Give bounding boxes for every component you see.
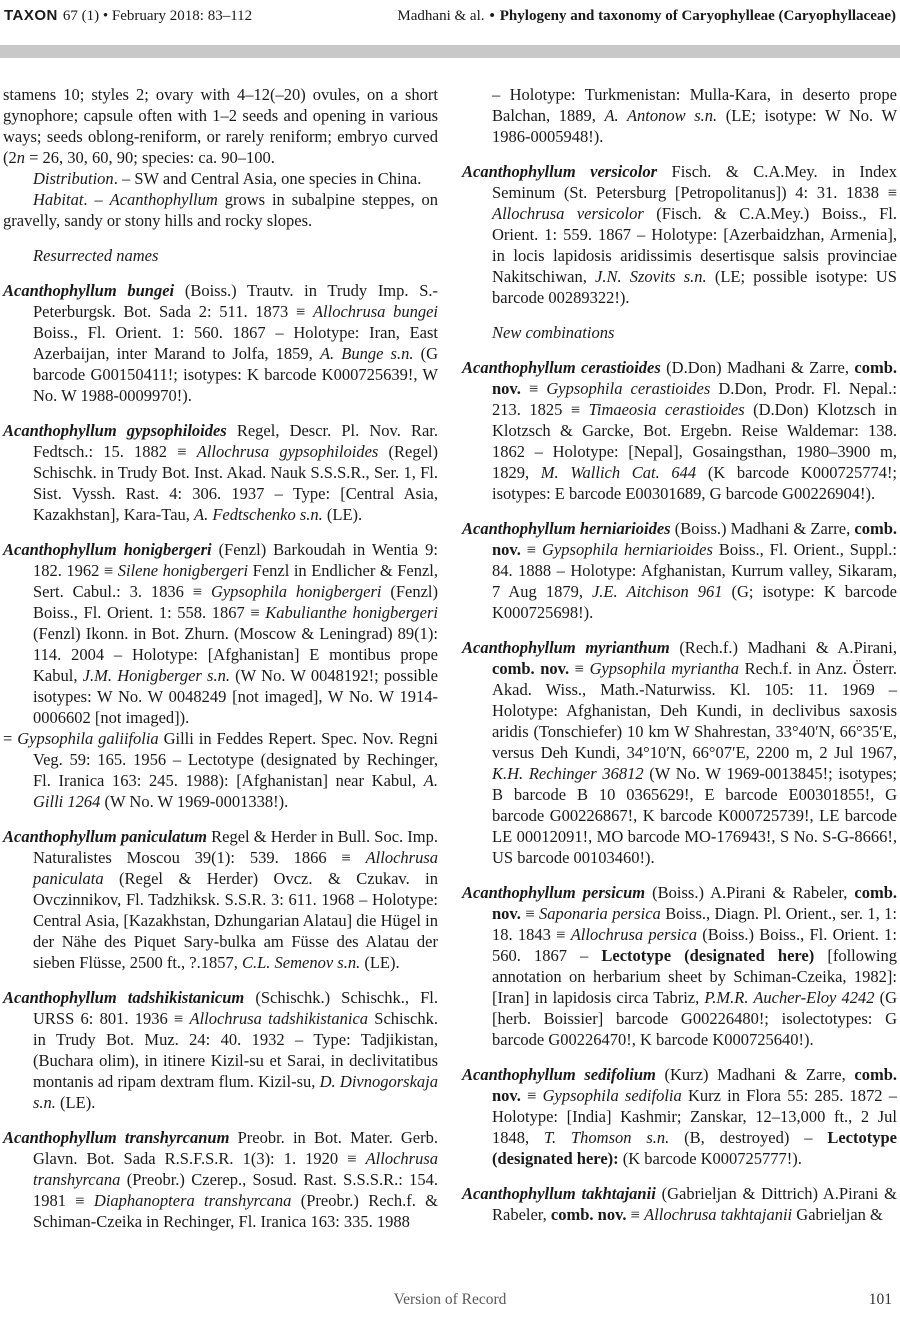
section-heading: Resurrected names: [33, 246, 159, 265]
text-block: Acanthophyllum versicolor Fisch. & C.A.Mey. in Index Seminum (St. Petersburg [Petropolitanus]) 4: 31. 1838 ≡ Allochrusa versicolor (Fisch. & C.A.Mey.) Boiss., Fl. Orient. 1: 559. 1867 – Holotype: [Azerbaidzhan, Armenia], in locis lapidosis aridissimis desertisque salsis provinciae Nakitschiwan, J.N. Szovits s.n. (LE; possible isotype: US barcode 00289322!).: [462, 162, 897, 307]
text-block: Acanthophyllum herniarioides (Boiss.) Madhani & Zarre, comb. nov. ≡ Gypsophila herniarioides Boiss., Fl. Orient., Suppl.: 84. 1888 – Holotype: Afghanistan, Kurrum valley, Sikaram, 7 Aug 1879, J.E. Aitchison 961 (G; isotype: K barcode K000725698!).: [462, 519, 897, 622]
text-block: Acanthophyllum myrianthum (Rech.f.) Madhani & A.Pirani, comb. nov. ≡ Gypsophila myriantha Rech.f. in Anz. Österr. Akad. Wiss., Math.-Naturwiss. Kl. 105: 11. 1969 – Holotype: Afghanistan, Deh Kundi, in declivibus saxosis aridis (Tonschiefer) 10 km W Shahrestan, 33°40′N, 66°35′E, versus Deh Kundi, 34°10′N, 66°07′E, 2200 m, 2 Jul 1967, K.H. Rechinger 36812 (W No. W 1969-0013845!; isotypes; B barcode B 10 0365629!, E barcode E00301855!, G barcode G00226867!, K barcode K000725739!, LE barcode LE 00012091!, MO barcode MO-176943!, S No. S-G-8666!, US barcode 00103460!).: [462, 638, 898, 867]
bullet-separator: •: [489, 8, 495, 24]
section-heading: New combinations: [492, 323, 615, 342]
text-block: Acanthophyllum gypsophiloides Regel, Descr. Pl. Nov. Rar. Fedtsch.: 15. 1882 ≡ Allochrusa gypsophiloides (Regel) Schischk. in Trudy Bot. Inst. Akad. Nauk S.S.S.R., Ser. 1, Fl. Sist. Vyssh. Rast. 4: 306. 1937 – Type: [Central Asia, Kazakhstan], Kara-Tau, A. Fedtschenko s.n. (LE).: [3, 421, 439, 524]
text-block: Acanthophyllum paniculatum Regel & Herder in Bull. Soc. Imp. Naturalistes Moscou 39(1): 539. 1866 ≡ Allochrusa paniculata (Regel & Herder) Ovcz. & Czukav. in Ovczinnikov, Fl. Tadzhiksk. S.S.R. 3: 611. 1968 – Holotype: Central Asia, [Kazakhstan, Dzhungarian Alatau] die Hügel in der Nähe des Piquet Sary-bulka am Füsse des Alatau der sieben Flüsse, 2500 ft., ?.1857, C.L. Semenov s.n. (LE).: [3, 827, 438, 972]
text-block: – Holotype: Turkmenistan: Mulla-Kara, in deserto prope Balchan, 1889, A. Antonow s.n. (LE; isotype: W No. W 1986-0005948!).: [492, 85, 898, 146]
page-number: 101: [868, 1291, 892, 1308]
text-block: Acanthophyllum transhyrcanum Preobr. in Bot. Mater. Gerb. Glavn. Bot. Sada R.S.F.S.R. 1(3): 1. 1920 ≡ Allochrusa transhyrcana (Preobr.) Czerep., Sosud. Rast. S.S.S.R.: 154. 1981 ≡ Diaphanoptera transhyrcana (Preobr.) Rech.f. & Schiman-Czeika in Rechinger, Fl. Iranica 163: 335. 1988: [3, 1128, 438, 1231]
text-block: stamens 10; styles 2; ovary with 4–12(–20) ovules, on a short gynophore; capsule often with 1–2 seeds and opening in various ways; seeds oblong-reniform, or rarely reniform; embryo curved (2n = 26, 30, 60, 90; species: ca. 90–100.: [3, 85, 438, 167]
issue-info: 67 (1) • February 2018: 83–112: [62, 8, 253, 24]
version-of-record: Version of Record: [393, 1291, 507, 1308]
text-block: = Gypsophila galiifolia Gilli in Feddes Repert. Spec. Nov. Regni Veg. 59: 165. 1956 – Lectotype (designated by Rechinger, Fl. Iranica 163: 245. 1988): [Afghanistan] near Kabul, A. Gilli 1264 (W No. W 1969-0001338!).: [3, 729, 438, 811]
page-header: [4, 7, 896, 25]
journal-citation: [4, 7, 252, 25]
text-block: Acanthophyllum honigbergeri (Fenzl) Barkoudah in Wentia 9: 182. 1962 ≡ Silene honigbergeri Fenzl in Endlicher & Fenzl, Sert. Cabul.: 3. 1836 ≡ Gypsophila honigbergeri (Fenzl) Boiss., Fl. Orient. 1: 558. 1867 ≡ Kabulianthe honigbergeri (Fenzl) Ikonn. in Bot. Zhurn. (Moscow & Leningrad) 89(1): 114. 2004 – Holotype: [Afghanistan] E montibus prope Kabul, J.M. Honigberger s.n. (W No. W 0048192!; possible isotypes: W No. W 0048249 [not imaged], W No. W 1914-0006602 [not imaged]).: [3, 540, 438, 727]
header-rule: [0, 45, 900, 58]
text-block: Acanthophyllum persicum (Boiss.) A.Pirani & Rabeler, comb. nov. ≡ Saponaria persica Boiss., Diagn. Pl. Orient., ser. 1, 1: 18. 1843 ≡ Allochrusa persica (Boiss.) Boiss., Fl. Orient. 1: 560. 1867 – Lectotype (designated here) [following annotation on herbarium sheet by Schiman-Czeika, 1982]: [Iran] in lapidosis circa Tabriz, P.M.R. Aucher-Eloy 4242 (G [herb. Boissier] barcode G00226480!; isolectotypes: G barcode G00226470!, K barcode K000725640!).: [462, 883, 898, 1049]
text-block: Acanthophyllum bungei (Boiss.) Trautv. in Trudy Imp. S.-Peterburgsk. Bot. Sada 2: 511. 1873 ≡ Allochrusa bungei Boiss., Fl. Orient. 1: 560. 1867 – Holotype: Iran, East Azerbaijan, inter Marand to Jolfa, 1859, A. Bunge s.n. (G barcode G00150411!; isotypes: K barcode K000725639!, W No. W 1988-0009970!).: [3, 281, 439, 405]
running-title: Phylogeny and taxonomy of Caryophylleae (Caryophyllaceae): [499, 8, 896, 24]
text-block: Acanthophyllum takhtajanii (Gabrieljan & Dittrich) A.Pirani & Rabeler, comb. nov. ≡ Allochrusa takhtajanii Gabrieljan &: [462, 1184, 897, 1224]
text-block: Habitat. – Acanthophyllum grows in subalpine steppes, on gravelly, sandy or stony hills and rocky slopes.: [3, 190, 438, 230]
page-footer: [0, 1290, 900, 1310]
running-head: [397, 7, 896, 25]
text-block: Acanthophyllum cerastioides (D.Don) Madhani & Zarre, comb. nov. ≡ Gypsophila cerastioides D.Don, Prodr. Fl. Nepal.: 213. 1825 ≡ Timaeosia cerastioides (D.Don) Klotzsch in Klotzsch & Garcke, Bot. Ergebn. Reise Waldemar: 138. 1862 – Holotype: [Nepal], Gosaingsthan, 1980–3900 m, 1829, M. Wallich Cat. 644 (K barcode K000725774!; isotypes: E barcode E00301689, G barcode G00226904!).: [462, 358, 898, 503]
text-block: Distribution. – SW and Central Asia, one species in China.: [33, 169, 422, 188]
text-block: Acanthophyllum tadshikistanicum (Schischk.) Schischk., Fl. URSS 6: 801. 1936 ≡ Allochrusa tadshikistanica Schischk. in Trudy Bot. Muz. 24: 40. 1932 – Type: Tadjikistan, (Buchara olim), in itinere Kizil-su et Sarai, in declivitatibus montanis ad ripam dextram flum. Kizil-su, D. Divnogorskaja s.n. (LE).: [3, 988, 438, 1112]
left-column: [3, 84, 438, 1232]
running-authors: Madhani & al.: [397, 8, 485, 24]
right-column: [462, 84, 897, 1232]
journal-name: TAXON: [4, 7, 58, 24]
text-block: Acanthophyllum sedifolium (Kurz) Madhani & Zarre, comb. nov. ≡ Gypsophila sedifolia Kurz in Flora 55: 285. 1872 – Holotype: [India] Kashmir; Zanskar, 12–13,000 ft., 2 Jul 1848, T. Thomson s.n. (B, destroyed) – Lectotype (designated here): (K barcode K000725777!).: [462, 1065, 898, 1168]
article-body: [3, 84, 897, 1232]
